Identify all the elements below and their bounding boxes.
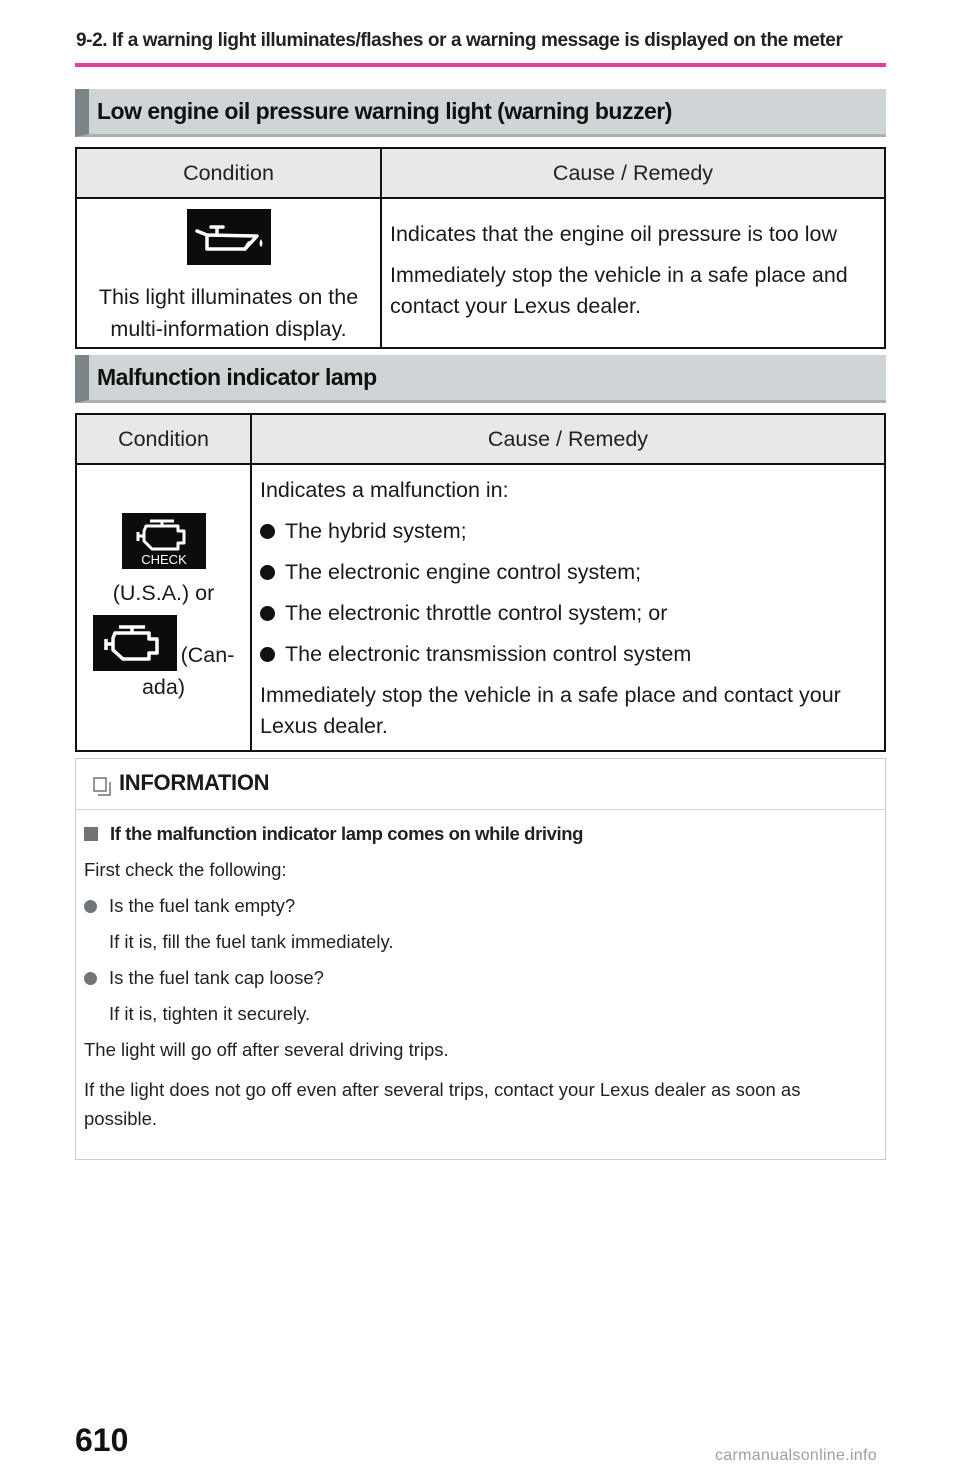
svg-text:CHECK: CHECK — [140, 551, 187, 567]
oil-can-icon — [187, 209, 271, 265]
info-check-subtext: If it is, tighten it securely. — [109, 1003, 311, 1024]
list-item: The electronic transmission control system — [260, 639, 876, 670]
information-header — [76, 759, 885, 810]
info-subheading: If the malfunction indicator lamp comes on while driving — [84, 819, 874, 849]
check-engine-icon — [122, 513, 206, 569]
info-check-item: Is the fuel tank empty? — [84, 895, 874, 917]
bullet-icon — [260, 565, 275, 580]
canada-label: (Can- — [180, 642, 235, 667]
square-bullet-icon — [84, 827, 98, 841]
remedy-cell — [251, 464, 885, 751]
section-heading-text: Low engine oil pressure warning light (warning buzzer) — [97, 98, 672, 124]
information-box — [75, 758, 886, 1160]
remedy-cell — [381, 198, 885, 348]
usa-label: (U.S.A.) or — [112, 580, 215, 605]
watermark: carmanualsonline.info — [715, 1447, 877, 1464]
information-body — [84, 819, 874, 1133]
page-header-title: 9-2. If a warning light illuminates/flashes or a warning message is displayed on the meter — [76, 30, 843, 51]
info-text: The light will go off after several driving trips. — [84, 1039, 449, 1060]
bullet-icon — [84, 972, 97, 985]
list-item: The hybrid system; — [260, 516, 876, 547]
oil-pressure-table — [75, 147, 886, 349]
section-heading-oil-pressure — [75, 89, 886, 137]
engine-icon — [93, 615, 177, 671]
info-text: First check the following: — [84, 859, 287, 880]
column-header-condition: Condition — [76, 414, 251, 464]
info-check-item: Is the fuel tank cap loose? — [84, 967, 874, 989]
remedy-closing: Immediately stop the vehicle in a safe place and contact your Lexus dealer. — [260, 683, 841, 738]
list-item: The electronic throttle control system; or — [260, 598, 876, 629]
note-icon — [92, 777, 112, 802]
header-rule — [75, 63, 886, 67]
condition-cell — [76, 464, 251, 751]
condition-cell — [76, 198, 381, 348]
bullet-icon — [260, 524, 275, 539]
information-title: INFORMATION — [119, 770, 270, 795]
list-item: The electronic engine control system; — [260, 557, 876, 588]
remedy-line: Indicates that the engine oil pressure is too low — [390, 222, 837, 246]
bullet-icon — [84, 900, 97, 913]
remedy-line: Immediately stop the vehicle in a safe place and contact your Lexus dealer. — [390, 263, 848, 318]
column-header-cause: Cause / Remedy — [381, 148, 885, 198]
info-text: If the light does not go off even after several trips, contact your Lexus dealer as soon as possible. — [84, 1079, 801, 1129]
section-heading-malfunction — [75, 355, 886, 403]
section-heading-text: Malfunction indicator lamp — [97, 364, 377, 390]
bullet-icon — [260, 606, 275, 621]
column-header-condition: Condition — [76, 148, 381, 198]
page-number: 610 — [75, 1422, 129, 1458]
malfunction-table — [75, 413, 886, 752]
column-header-cause: Cause / Remedy — [251, 414, 885, 464]
bullet-icon — [260, 647, 275, 662]
condition-text: This light illuminates on the multi-information display. — [98, 285, 359, 341]
remedy-intro: Indicates a malfunction in: — [260, 478, 509, 502]
info-check-subtext: If it is, fill the fuel tank immediately. — [109, 931, 394, 952]
canada-label-cont: ada) — [141, 674, 186, 699]
